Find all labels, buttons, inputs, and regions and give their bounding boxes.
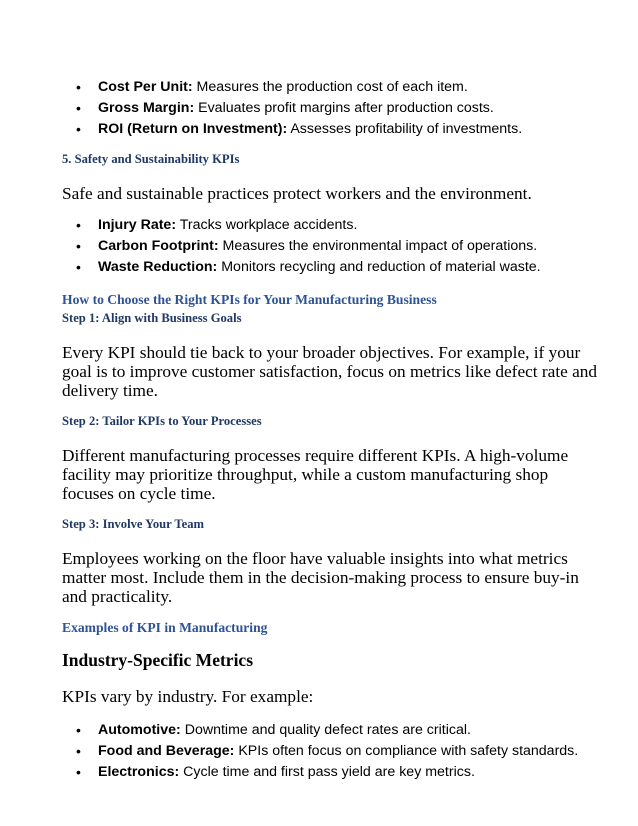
safety-kpi-list <box>62 215 602 278</box>
bullet-icon: • <box>76 100 81 116</box>
step1-heading: Step 1: Align with Business Goals <box>62 311 242 325</box>
bullet-icon: • <box>76 121 81 137</box>
list-item-desc: KPIs often focus on compliance with safety standards. <box>234 743 579 759</box>
list-item-term: Electronics: <box>98 764 180 780</box>
list-item-desc: Evaluates profit margins after production costs. <box>194 100 494 116</box>
list-item-desc: Downtime and quality defect rates are critical. <box>180 722 471 738</box>
list-item-term: Injury Rate: <box>98 217 177 233</box>
industry-kpi-list <box>62 720 602 783</box>
step1-body: Every KPI should tie back to your broader objectives. For example, if your goal is to improve customer satisfaction, focus on metrics like defect rate and delivery time. <box>62 343 598 400</box>
list-item-term: Cost Per Unit: <box>98 79 193 95</box>
list-item-desc: Measures the production cost of each item. <box>192 79 468 95</box>
bullet-icon: • <box>76 743 81 759</box>
industry-metrics-heading: Industry-Specific Metrics <box>62 650 254 670</box>
step3-heading: Step 3: Involve Your Team <box>62 517 205 531</box>
list-item-term: Carbon Footprint: <box>98 238 219 254</box>
list-item-desc: Measures the environmental impact of operations. <box>218 238 538 254</box>
step2-body: Different manufacturing processes require different KPIs. A high-volume facility may prioritize throughput, while a custom manufacturing shop focuses on cycle time. <box>62 446 569 503</box>
bullet-icon: • <box>76 722 81 738</box>
list-item-term: Gross Margin: <box>98 100 195 116</box>
list-item-desc: Cycle time and first pass yield are key metrics. <box>179 764 475 780</box>
list-item-desc: Monitors recycling and reduction of material waste. <box>217 259 541 275</box>
list-item <box>62 77 602 98</box>
list-item <box>62 98 602 119</box>
list-item <box>62 236 602 257</box>
section-heading-choose-kpis: How to Choose the Right KPIs for Your Manufacturing Business <box>62 292 437 307</box>
bullet-icon: • <box>76 238 81 254</box>
step2-heading: Step 2: Tailor KPIs to Your Processes <box>62 414 262 428</box>
step3-body: Employees working on the floor have valuable insights into what metrics matter most. Include them in the decision-making process to ensure buy-in and practicality. <box>62 549 579 606</box>
bullet-icon: • <box>76 259 81 275</box>
safety-intro: Safe and sustainable practices protect workers and the environment. <box>62 184 532 203</box>
section-heading-safety: 5. Safety and Sustainability KPIs <box>62 152 240 166</box>
list-item-term: Automotive: <box>98 722 181 738</box>
bullet-icon: • <box>76 764 81 780</box>
section-heading-examples: Examples of KPI in Manufacturing <box>62 620 268 635</box>
financial-kpi-list <box>62 77 602 140</box>
list-item <box>62 215 602 236</box>
list-item <box>62 119 602 140</box>
list-item <box>62 720 602 741</box>
list-item <box>62 741 602 762</box>
list-item <box>62 257 602 278</box>
list-item-desc: Tracks workplace accidents. <box>176 217 358 233</box>
examples-intro: KPIs vary by industry. For example: <box>62 687 314 706</box>
list-item-term: ROI (Return on Investment): <box>98 121 288 137</box>
list-item <box>62 762 602 783</box>
bullet-icon: • <box>76 217 81 233</box>
list-item-desc: Assesses profitability of investments. <box>287 121 523 137</box>
bullet-icon: • <box>76 79 81 95</box>
document-page <box>62 72 602 783</box>
list-item-term: Waste Reduction: <box>98 259 218 275</box>
list-item-term: Food and Beverage: <box>98 743 235 759</box>
